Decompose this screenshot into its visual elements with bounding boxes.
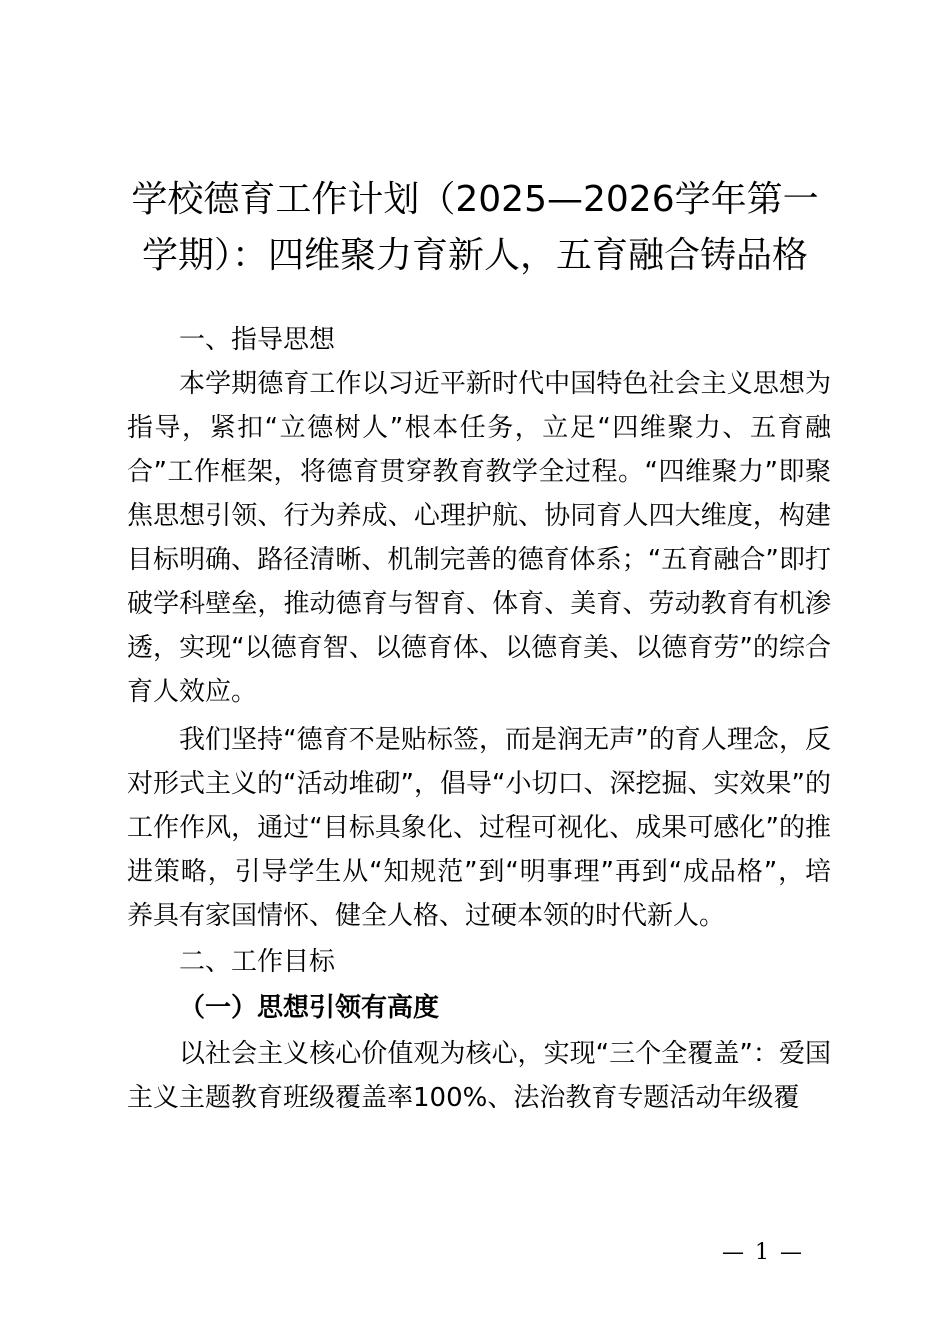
paragraph: 我们坚持“德育不是贴标签，而是润无声”的育人理念，反对形式主义的“活动堆砌”，倡导“小切口、深挖掘、实效果”的工作作风，通过“目标具象化、过程可视化、成果可感化”的推进策略，引导学生从“知规范”到“明事理”再到“成品格”，培养具有家国情怀、健全人格、过硬本领的时代新人。 [127,725,831,931]
section-heading-guiding-ideology: 一、指导思想 [179,325,336,355]
document-title: 学校德育工作计划（2025—2026学年第一学期）：四维聚力育新人，五育融合铸品格 [131,179,819,276]
subsection-heading: （一）思想引领有高度 [179,993,440,1023]
paragraph: 本学期德育工作以习近平新时代中国特色社会主义思想为指导，紧扣“立德树人”根本任务，立足“四维聚力、五育融合”工作框架，将德育贯穿教育教学全过程。“四维聚力”即聚焦思想引领、行为养成、心理护航、协同育人四大维度，构建目标明确、路径清晰、机制完善的德育体系；“五育融合”即打破学科壁垒，推动德育与智育、体育、美育、劳动教育有机渗透，实现“以德育智、以德育体、以德育美、以德育劳”的综合育人效应。 [127,369,831,707]
document-body [127,318,831,1120]
section-heading-work-goals: 二、工作目标 [179,947,336,977]
paragraph: 以社会主义核心价值观为核心，实现“三个全覆盖”：爱国主义主题教育班级覆盖率100%、法治教育专题活动年级覆 [127,1039,831,1113]
page-number: — 1 — [722,1240,804,1265]
